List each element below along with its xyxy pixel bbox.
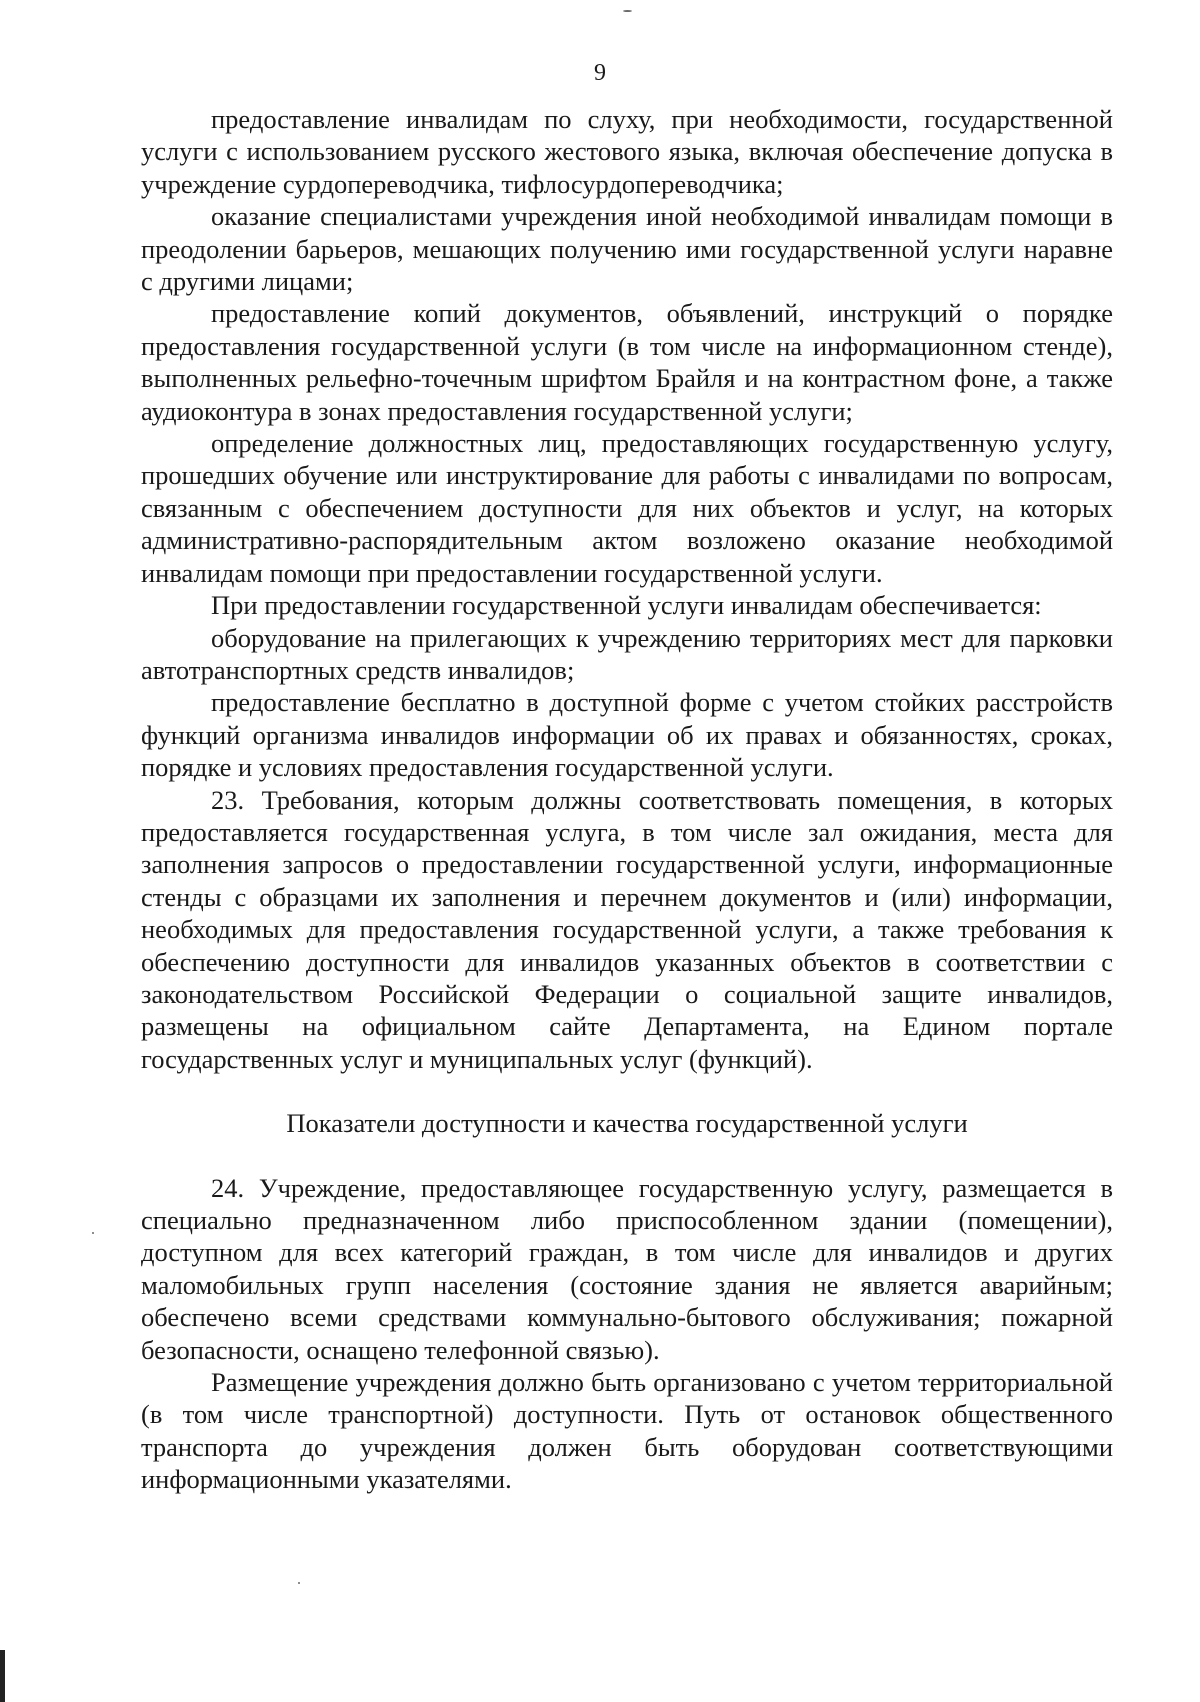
paragraph: предоставление инвалидам по слуху, при необходимости, государственной услуги с использованием русского жестового языка, включая обеспечение допуска в учреждение сурдопереводчика, тифлосурдопереводчика;: [141, 104, 1113, 199]
paragraph: предоставление копий документов, объявлений, инструкций о порядке предоставления государственной услуги (в том числе на информационном стенде), выполненных рельефно-точечным шрифтом Брайля и на контрастном фоне, а также аудиоконтура в зонах предоставления государственной услуги;: [141, 298, 1113, 426]
scan-speck: [298, 1582, 300, 1584]
paragraph: 24. Учреждение, предоставляющее государственную услугу, размещается в специально предназначенном либо приспособленном здании (помещении), доступном для всех категорий граждан, в том числе для инвалидов и других маломобильных групп населения (состояние здания не является аварийным; обеспечено всеми средствами коммунально-бытового обслуживания; пожарной безопасности, оснащено телефонной связью).: [141, 1172, 1113, 1365]
scan-speck: [92, 1232, 94, 1234]
paragraph: определение должностных лиц, предоставляющих государственную услугу, прошедших обучение или инструктирование для работы с инвалидами по вопросам, связанным с обеспечением доступности для них объектов и услуг, на которых административно-распорядительным актом возложено оказание необходимой инвалидам помощи при предоставлении государственной услуги.: [141, 428, 1113, 588]
paragraph: Размещение учреждения должно быть организовано с учетом территориальной (в том числе транспортной) доступности. Путь от остановок общественного транспорта до учреждения должен быть оборудован соответствующими информационными указателями.: [141, 1367, 1113, 1495]
document-body: [141, 103, 1113, 1496]
section-heading: Показатели доступности и качества государственной услуги: [286, 1108, 968, 1139]
paragraph: оборудование на прилегающих к учреждению территориях мест для парковки автотранспортных средств инвалидов;: [141, 622, 1113, 685]
paragraph: При предоставлении государственной услуги инвалидам обеспечивается:: [211, 590, 1042, 621]
scan-edge-mark: [0, 1650, 5, 1702]
paragraph: 23. Требования, которым должны соответствовать помещения, в которых предоставляется государственная услуга, в том числе зал ожидания, места для заполнения запросов о предоставлении государственной услуги, информационные стенды с образцами их заполнения и перечнем документов и (или) информации, необходимых для предоставления государственной услуги, а также требования к обеспечению доступности для инвалидов указанных объектов в соответствии с законодательством Российской Федерации о социальной защите инвалидов, размещены на официальном сайте Департамента, на Едином портале государственных услуг и муниципальных услуг (функций).: [141, 784, 1113, 1074]
page-number: 9: [594, 60, 606, 86]
scan-speck: [623, 10, 632, 12]
paragraph: оказание специалистами учреждения иной необходимой инвалидам помощи в преодолении барьеров, мешающих получению ими государственной услуги наравне с другими лицами;: [141, 201, 1113, 297]
paragraph: предоставление бесплатно в доступной форме с учетом стойких расстройств функций организма инвалидов информации об их правах и обязанностях, сроках, порядке и условиях предоставления государственной услуги.: [141, 687, 1113, 783]
